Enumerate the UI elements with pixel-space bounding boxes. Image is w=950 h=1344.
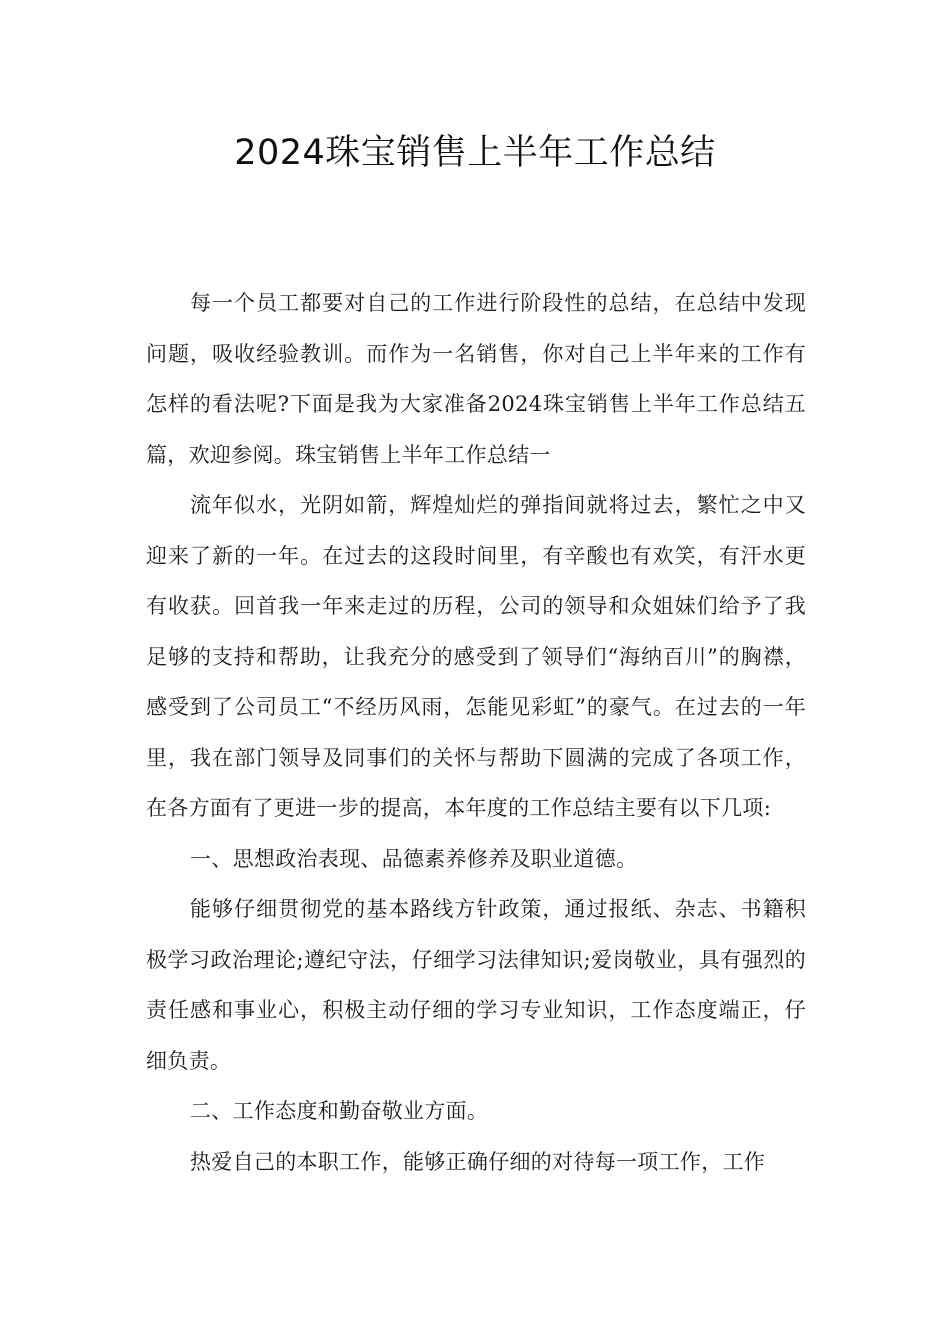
section-heading: 一、思想政治表现、品德素养修养及职业道德。 <box>190 846 638 871</box>
paragraph: 热爱自己的本职工作，能够正确仔细的对待每一项工作，工作 <box>190 1149 766 1174</box>
section-heading: 二、工作态度和勤奋敬业方面。 <box>190 1099 489 1123</box>
paragraph: 流年似水，光阴如箭，辉煌灿烂的弹指间就将过去，繁忙之中又迎来了新的一年。在过去的这段时间里，有辛酸也有欢笑，有汗水更有收获。回首我一年来走过的历程，公司的领导和众姐妹们给予了我足够的支持和帮助，让我充分的感受到了领导们“海纳百川”的胸襟，感受到了公司员工“不经历风雨，怎能见彩虹”的豪气。在过去的一年里，我在部门领导及同事们的关怀与帮助下圆满的完成了各项工作，在各方面有了更进一步的提高，本年度的工作总结主要有以下几项: <box>146 493 806 820</box>
document-body <box>146 278 806 1187</box>
paragraph: 能够仔细贯彻党的基本路线方针政策，通过报纸、杂志、书籍积极学习政治理论;遵纪守法，仔细学习法律知识;爱岗敬业，具有强烈的责任感和事业心，积极主动仔细的学习专业知识，工作态度端正，仔细负责。 <box>146 897 806 1073</box>
paragraph: 每一个员工都要对自己的工作进行阶段性的总结，在总结中发现问题，吸收经验教训。而作为一名销售，你对自己上半年来的工作有怎样的看法呢?下面是我为大家准备2024珠宝销售上半年工作总结五篇，欢迎参阅。珠宝销售上半年工作总结一 <box>146 291 806 467</box>
document-title: 2024珠宝销售上半年工作总结 <box>234 133 716 173</box>
